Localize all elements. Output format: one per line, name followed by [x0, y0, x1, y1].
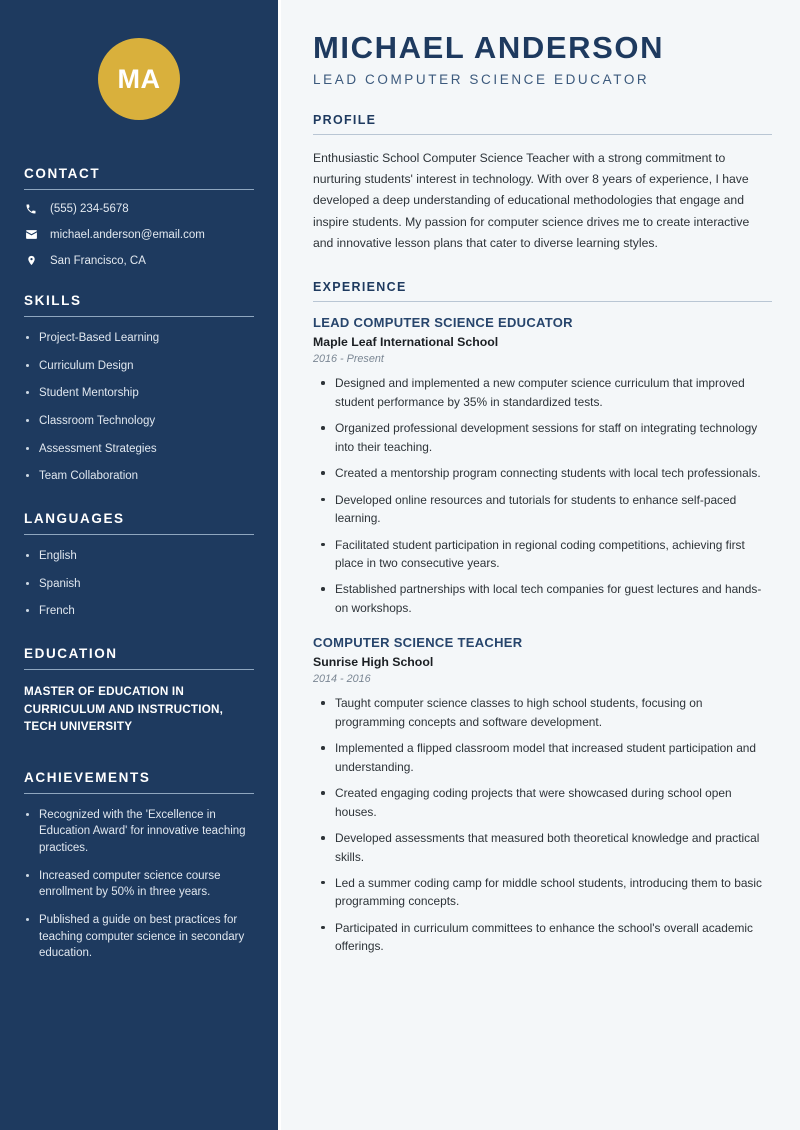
contact-divider	[24, 189, 254, 190]
list-item: French	[24, 603, 254, 620]
list-item: English	[24, 548, 254, 565]
contact-heading: CONTACT	[24, 166, 101, 181]
experience-bullet-list	[313, 694, 772, 955]
envelope-icon	[24, 228, 38, 241]
map-pin-icon	[24, 254, 38, 267]
skills-list	[24, 330, 254, 485]
list-item: Classroom Technology	[24, 413, 254, 430]
profile-divider	[313, 134, 772, 135]
languages-list	[24, 548, 254, 620]
list-item: Recognized with the 'Excellence in Education Award' for innovative teaching practices.	[24, 807, 254, 857]
experience-bullet-list	[313, 374, 772, 617]
list-item: Assessment Strategies	[24, 441, 254, 458]
languages-section	[24, 511, 254, 620]
list-item: Published a guide on best practices for teaching computer science in secondary education.	[24, 912, 254, 962]
experience-job-title: COMPUTER SCIENCE TEACHER	[313, 635, 523, 651]
experience-company: Maple Leaf International School	[313, 335, 499, 350]
experience-company: Sunrise High School	[313, 655, 434, 670]
experience-section	[313, 280, 772, 955]
list-item: Created a mentorship program connecting students with local tech professionals.	[315, 464, 772, 482]
main-content	[278, 0, 800, 1130]
achievements-heading: ACHIEVEMENTS	[24, 769, 151, 785]
contact-email-row[interactable]	[24, 228, 254, 241]
page-title: MICHAEL ANDERSON	[313, 30, 665, 65]
education-degree: MASTER OF EDUCATION IN CURRICULUM AND INSTRUCTION, TECH UNIVERSITY	[24, 685, 224, 734]
achievements-divider	[24, 793, 254, 794]
achievements-section	[24, 770, 254, 962]
contact-location-value: San Francisco, CA	[50, 254, 146, 267]
list-item: Developed online resources and tutorials for students to enhance self-paced learning.	[315, 491, 772, 528]
list-item: Facilitated student participation in regional coding competitions, achieving first place in two consecutive years.	[315, 536, 772, 573]
avatar-container	[24, 0, 254, 166]
list-item: Team Collaboration	[24, 468, 254, 485]
experience-dates: 2014 - 2016	[313, 673, 371, 686]
contact-email-value: michael.anderson@email.com	[50, 228, 205, 241]
education-heading: EDUCATION	[24, 646, 118, 662]
list-item: Project-Based Learning	[24, 330, 254, 347]
contact-section	[24, 166, 254, 267]
experience-entry	[313, 635, 772, 955]
experience-entry	[313, 315, 772, 617]
profile-section	[313, 113, 772, 255]
contact-phone-row[interactable]	[24, 203, 254, 215]
list-item: Developed assessments that measured both theoretical knowledge and practical skills.	[315, 829, 772, 866]
phone-icon	[24, 203, 38, 215]
list-item: Spanish	[24, 576, 254, 593]
contact-phone-value: (555) 234-5678	[50, 203, 129, 215]
profile-heading: PROFILE	[313, 112, 377, 127]
list-item: Established partnerships with local tech companies for guest lectures and hands-on workshops.	[315, 580, 772, 617]
languages-divider	[24, 534, 254, 535]
list-item: Created engaging coding projects that were showcased during school open houses.	[315, 784, 772, 821]
skills-heading: SKILLS	[24, 293, 82, 308]
list-item: Led a summer coding camp for middle school students, introducing them to basic programming concepts.	[315, 874, 772, 911]
experience-job-title: LEAD COMPUTER SCIENCE EDUCATOR	[313, 315, 573, 331]
experience-divider	[313, 301, 772, 302]
job-role-subtitle: LEAD COMPUTER SCIENCE EDUCATOR	[313, 71, 650, 87]
avatar: MA	[98, 38, 180, 120]
list-item: Participated in curriculum committees to enhance the school's overall academic offerings.	[315, 919, 772, 956]
skills-divider	[24, 316, 254, 317]
education-divider	[24, 669, 254, 670]
list-item: Implemented a flipped classroom model that increased student participation and understanding.	[315, 739, 772, 776]
languages-heading: LANGUAGES	[24, 511, 125, 527]
education-section	[24, 646, 254, 736]
list-item: Organized professional development sessions for staff on integrating technology into their teaching.	[315, 419, 772, 456]
sidebar	[0, 0, 278, 1130]
profile-text: Enthusiastic School Computer Science Teacher with a strong commitment to nurturing students' interest in technology. With over 8 years of experience, I have developed a deep understanding of educational methodologies that engage and inspire students. My passion for computer science drives me to create interactive and innovative lesson plans that cater to diverse learning styles.	[313, 150, 750, 251]
list-item: Curriculum Design	[24, 358, 254, 375]
skills-section	[24, 293, 254, 485]
list-item: Taught computer science classes to high school students, focusing on programming concepts and software development.	[315, 694, 772, 731]
experience-heading: EXPERIENCE	[313, 280, 407, 295]
contact-location-row[interactable]	[24, 254, 254, 267]
achievements-list	[24, 807, 254, 962]
experience-dates: 2016 - Present	[313, 353, 384, 366]
list-item: Student Mentorship	[24, 385, 254, 402]
list-item: Increased computer science course enrollment by 50% in three years.	[24, 868, 254, 901]
sidebar-spacer	[24, 762, 254, 770]
list-item: Designed and implemented a new computer science curriculum that improved student performance by 35% in standardized tests.	[315, 374, 772, 411]
